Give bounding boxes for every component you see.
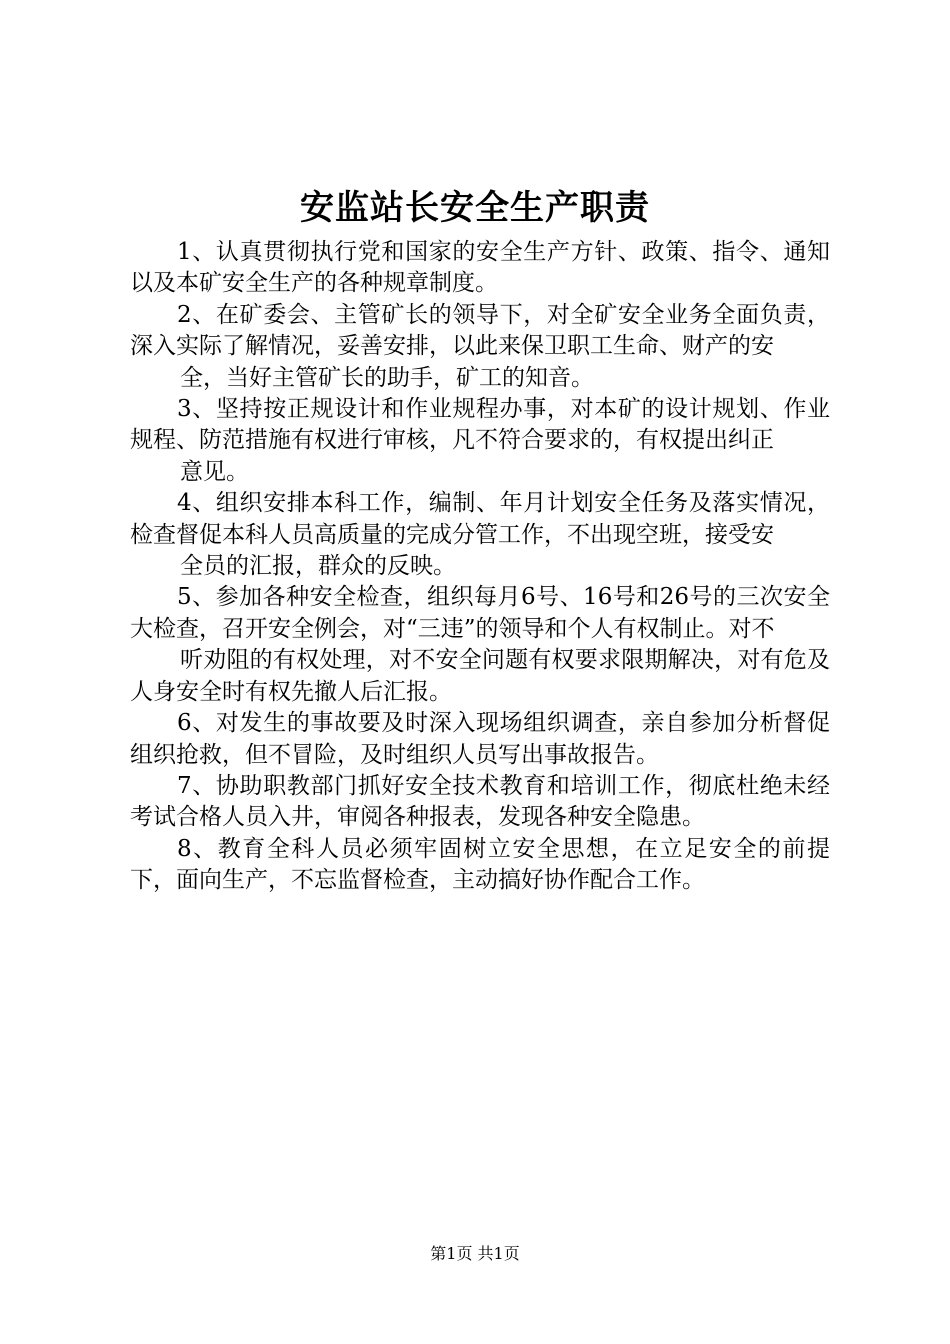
paragraph-2-continued: 全，当好主管矿长的助手，矿工的知音。 (180, 364, 594, 391)
paragraph-4-continued: 全员的汇报，群众的反映。 (180, 553, 456, 580)
paragraph-4: 4、组织安排本科工作，编制、年月计划安全任务及落实情况，检查督促本科人员高质量的完成分管工作，不出现空班，接受安 (130, 490, 830, 548)
document-body (130, 237, 830, 897)
paragraph-1: 1、认真贯彻执行党和国家的安全生产方针、政策、指令、通知以及本矿安全生产的各种规章制度。 (130, 239, 830, 297)
paragraph-7: 7、协助职教部门抓好安全技术教育和培训工作，彻底杜绝未经考试合格人员入井，审阅各种报表，发现各种安全隐患。 (130, 772, 830, 831)
paragraph-8: 8、教育全科人员必须牢固树立安全思想，在立足安全的前提下，面向生产，不忘监督检查，主动搞好协作配合工作。 (130, 835, 830, 894)
paragraph-3: 3、坚持按正规设计和作业规程办事，对本矿的设计规划、作业规程、防范措施有权进行审核，凡不符合要求的，有权提出纠正 (130, 396, 830, 454)
paragraph-3-continued: 意见。 (180, 458, 249, 485)
document-title: 安监站长安全生产职责 (300, 188, 650, 228)
paragraph-5-continued: 听劝阻的有权处理，对不安全问题有权要求限期解决，对有危及人身安全时有权先撤人后汇报。 (130, 647, 830, 705)
paragraph-5: 5、参加各种安全检查，组织每月6号、16号和26号的三次安全大检查，召开安全例会，对“三违”的领导和个人有权制止。对不 (130, 584, 830, 642)
paragraph-6: 6、对发生的事故要及时深入现场组织调查，亲自参加分析督促组织抢救，但不冒险，及时组织人员写出事故报告。 (130, 710, 830, 768)
page-footer: 第1页 共1页 (430, 1244, 520, 1263)
paragraph-2: 2、在矿委会、主管矿长的领导下，对全矿安全业务全面负责，深入实际了解情况，妥善安排，以此来保卫职工生命、财产的安 (130, 301, 830, 360)
